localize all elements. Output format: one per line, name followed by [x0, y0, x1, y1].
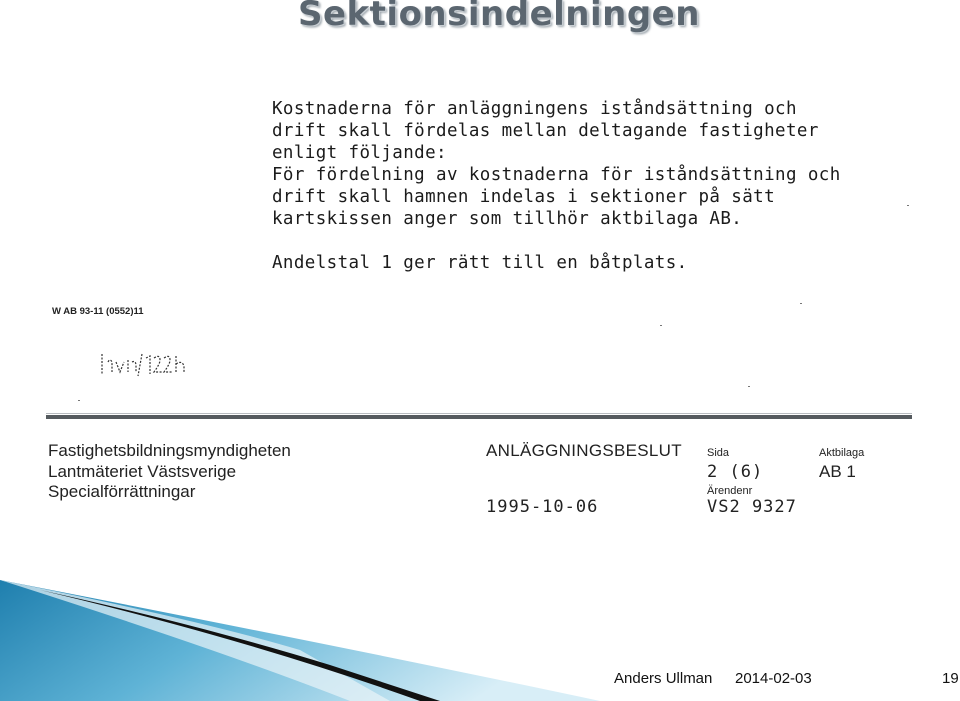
scanned-paragraph: [272, 98, 922, 274]
document-type: ANLÄGGNINGSBESLUT: [486, 441, 682, 460]
note-line: Andelstal 1 ger rätt till en båtplats.: [272, 253, 688, 273]
appendix-value: AB 1: [819, 462, 856, 481]
authority-line: Fastighetsbildningsmyndigheten: [48, 441, 291, 460]
typed-line: enligt följande:: [272, 143, 447, 163]
document-date: 1995-10-06: [486, 497, 599, 517]
slide-title: Sektionsindelningen: [298, 0, 700, 34]
header-divider: [46, 415, 912, 419]
typed-line: kartskissen anger som tillhör aktbilaga AB.: [272, 209, 743, 229]
footer-date: 2014-02-03: [735, 670, 812, 687]
typed-line: Kostnaderna för anläggningens iståndsättning och: [272, 99, 797, 119]
decorative-swoosh: [0, 580, 620, 701]
authority-line: Specialförrättningar: [48, 482, 196, 501]
case-label: Ärendenr: [707, 485, 753, 497]
page-label: Sida: [707, 447, 730, 459]
authority-block: [48, 441, 291, 503]
typed-line: För fördelning av kostnaderna för iståndsättning och: [272, 165, 841, 185]
scan-edge-line: [46, 413, 912, 414]
authority-line: Lantmäteriet Västsverige: [48, 461, 237, 481]
footer-page-number: 19: [942, 670, 959, 687]
handwritten-mark-icon: [98, 350, 193, 380]
typed-line: drift skall fördelas mellan deltagande fastigheter: [272, 121, 819, 141]
case-value: VS2 9327: [707, 497, 797, 517]
appendix-label: Aktbilaga: [819, 447, 865, 459]
footer-author: Anders Ullman: [614, 670, 713, 687]
typed-line: drift skall hamnen indelas i sektioner på sätt: [272, 187, 776, 207]
page-value: 2 (6): [707, 462, 764, 482]
form-code: W AB 93-11 (0552)11: [52, 306, 144, 317]
